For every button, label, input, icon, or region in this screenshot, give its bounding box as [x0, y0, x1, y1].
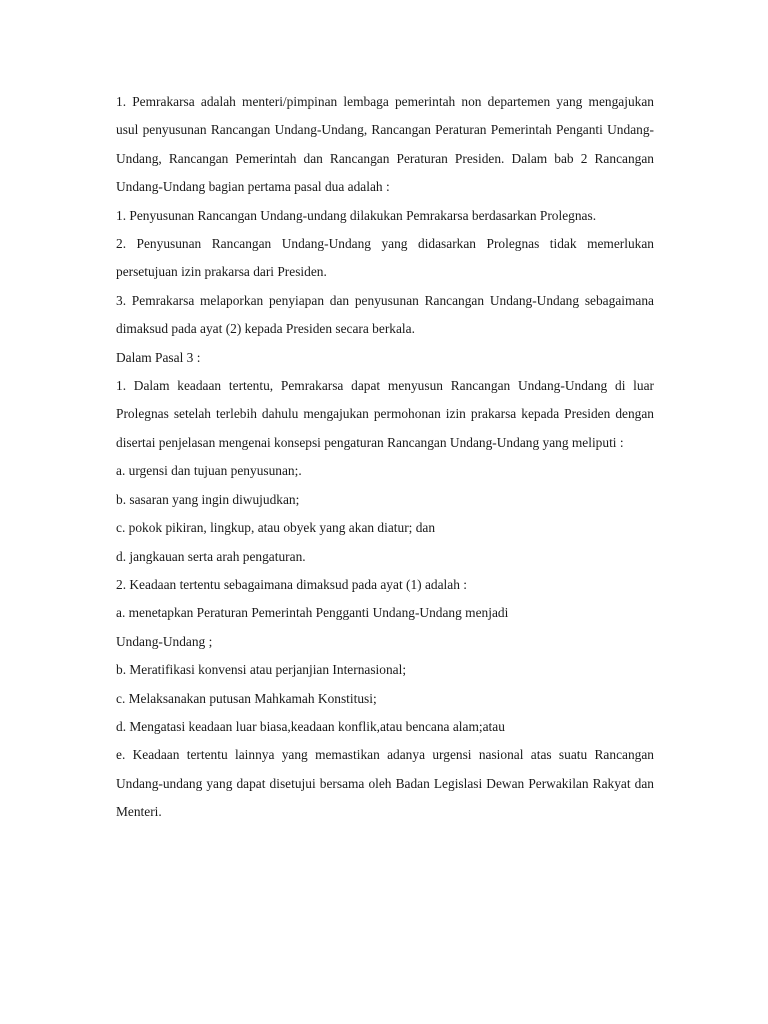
list-item-c-melaksanakan: c. Melaksanakan putusan Mahkamah Konstitusi; [116, 690, 377, 706]
paragraph-pemrakarsa-definition: 1. Pemrakarsa adalah menteri/pimpinan lembaga pemerintah non departemen yang mengajukan usul penyusunan Rancangan Undang-Undang, Rancangan Peraturan Pemerintah Penganti Undang-Undang, Rancangan Pemerintah dan Rancangan Peraturan Presiden. Dalam bab 2 Rancangan Undang-Undang bagian pertama pasal dua adalah : [116, 94, 654, 195]
paragraph-pasal3-ayat1: 1. Dalam keadaan tertentu, Pemrakarsa dapat menyusun Rancangan Undang-Undang di luar Prolegnas setelah terlebih dahulu mengajukan permohonan izin prakarsa kepada Presiden dengan disertai penjelasan mengenai konsepsi pengaturan Rancangan Undang-Undang yang meliputi : [116, 378, 654, 450]
paragraph-pasal2-ayat1: 1. Penyusunan Rancangan Undang-undang dilakukan Pemrakarsa berdasarkan Prolegnas. [116, 207, 597, 223]
paragraph-pasal2-ayat2: 2. Penyusunan Rancangan Undang-Undang yang didasarkan Prolegnas tidak memerlukan persetujuan izin prakarsa dari Presiden. [116, 236, 654, 280]
paragraph-pasal3-heading: Dalam Pasal 3 : [116, 349, 201, 365]
list-item-c-pokok-pikiran: c. pokok pikiran, lingkup, atau obyek yang akan diatur; dan [116, 520, 436, 536]
list-item-e-keadaan-tertentu: e. Keadaan tertentu lainnya yang memastikan adanya urgensi nasional atas suatu Rancangan Undang-undang yang dapat disetujui bersama oleh Badan Legislasi Dewan Perwakilan Rakyat dan Menteri. [116, 747, 654, 820]
list-item-a-menetapkan: a. menetapkan Peraturan Pemerintah Pengganti Undang-Undang menjadi [116, 605, 509, 621]
list-item-d-jangkauan: d. jangkauan serta arah pengaturan. [116, 548, 306, 564]
list-item-d-mengatasi: d. Mengatasi keadaan luar biasa,keadaan konflik,atau bencana alam;atau [116, 718, 505, 734]
document-body [116, 88, 654, 827]
paragraph-pasal3-ayat2: 2. Keadaan tertentu sebagaimana dimaksud pada ayat (1) adalah : [116, 576, 467, 592]
list-item-b-meratifikasi: b. Meratifikasi konvensi atau perjanjian Internasional; [116, 662, 407, 678]
list-item-a-continuation: Undang-Undang ; [116, 633, 213, 649]
list-item-b-sasaran: b. sasaran yang ingin diwujudkan; [116, 491, 300, 507]
list-item-a-urgensi: a. urgensi dan tujuan penyusunan;. [116, 463, 302, 479]
paragraph-pasal2-ayat3: 3. Pemrakarsa melaporkan penyiapan dan penyusunan Rancangan Undang-Undang sebagaimana dimaksud pada ayat (2) kepada Presiden secara berkala. [116, 292, 654, 337]
